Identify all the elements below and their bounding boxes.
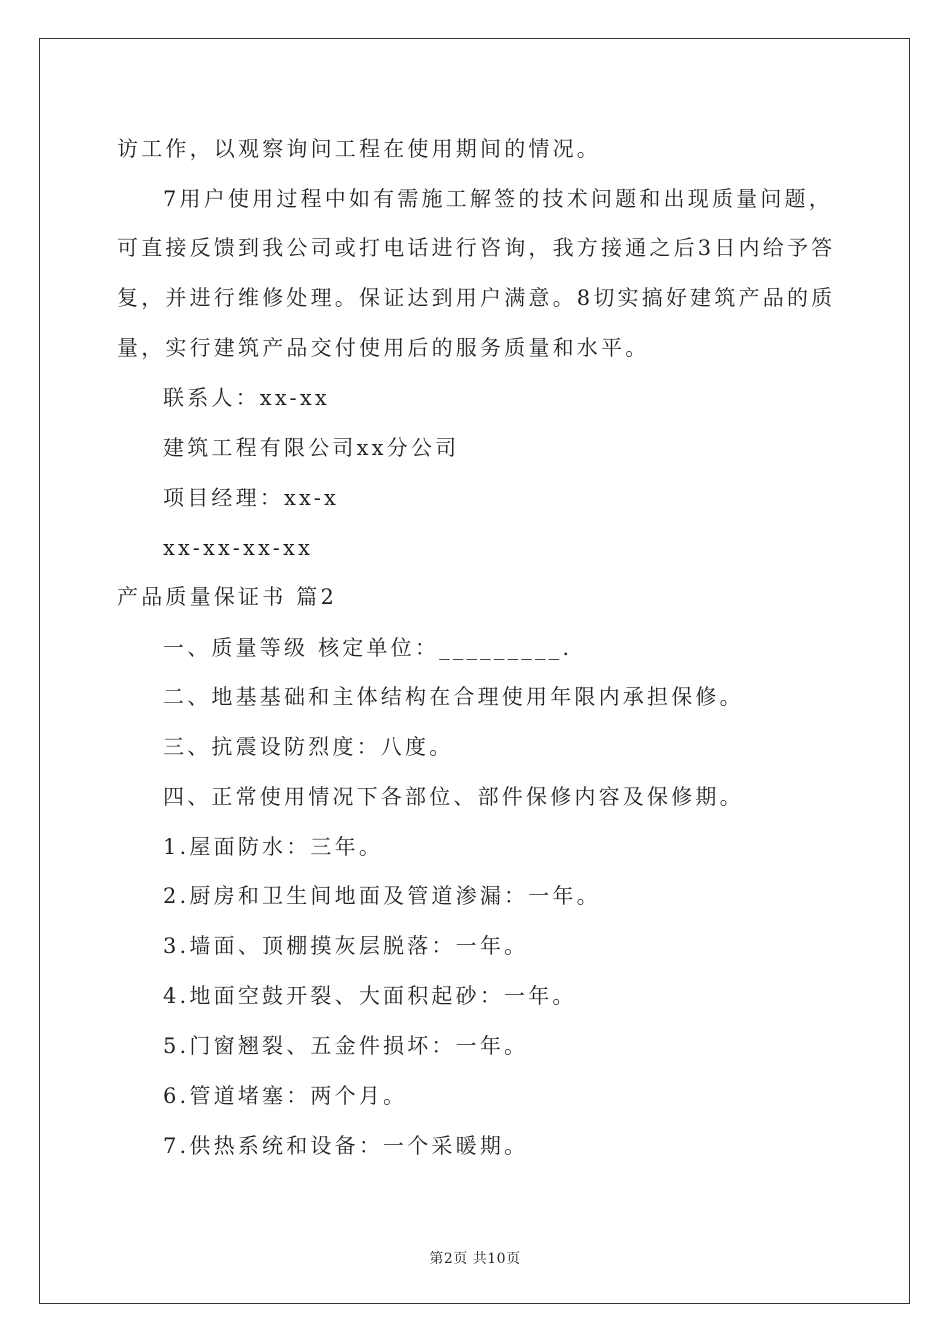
section-heading: 产品质量保证书 篇2 [117,585,338,609]
text-line: 三、抗震设防烈度：八度。 [163,735,454,759]
text-line: 二、地基基础和主体结构在合理使用年限内承担保修。 [163,685,744,709]
text-line: 访工作，以观察询问工程在使用期间的情况。 [117,137,601,161]
page-border [39,38,910,1304]
text-line: 四、正常使用情况下各部位、部件保修内容及保修期。 [163,785,744,809]
list-item: 2.厨房和卫生间地面及管道渗漏：一年。 [163,884,601,908]
list-item: 5.门窗翘裂、五金件损坏：一年。 [163,1034,529,1058]
list-item: 7.供热系统和设备：一个采暖期。 [163,1134,529,1158]
date-line: xx-xx-xx-xx [163,536,314,560]
text-line: 量，实行建筑产品交付使用后的服务质量和水平。 [117,336,650,360]
list-item: 1.屋面防水：三年。 [163,835,384,859]
list-item: 4.地面空鼓开裂、大面积起砂：一年。 [163,984,577,1008]
text-line: 一、质量等级 核定单位：_________. [163,636,573,660]
list-item: 3.墙面、顶棚摸灰层脱落：一年。 [163,934,529,958]
text-line: 复，并进行维修处理。保证达到用户满意。8切实搞好建筑产品的质 [117,286,836,310]
list-item: 6.管道堵塞：两个月。 [163,1084,408,1108]
page-footer: 第2页 共10页 [429,1251,521,1267]
manager-line: 项目经理：xx-x [163,486,340,510]
text-line: 可直接反馈到我公司或打电话进行咨询，我方接通之后3日内给予答 [117,236,836,260]
contact-line: 联系人：xx-xx [163,386,330,410]
text-line: 7用户使用过程中如有需施工解签的技术问题和出现质量问题， [163,187,833,211]
company-line: 建筑工程有限公司xx分公司 [163,436,460,460]
